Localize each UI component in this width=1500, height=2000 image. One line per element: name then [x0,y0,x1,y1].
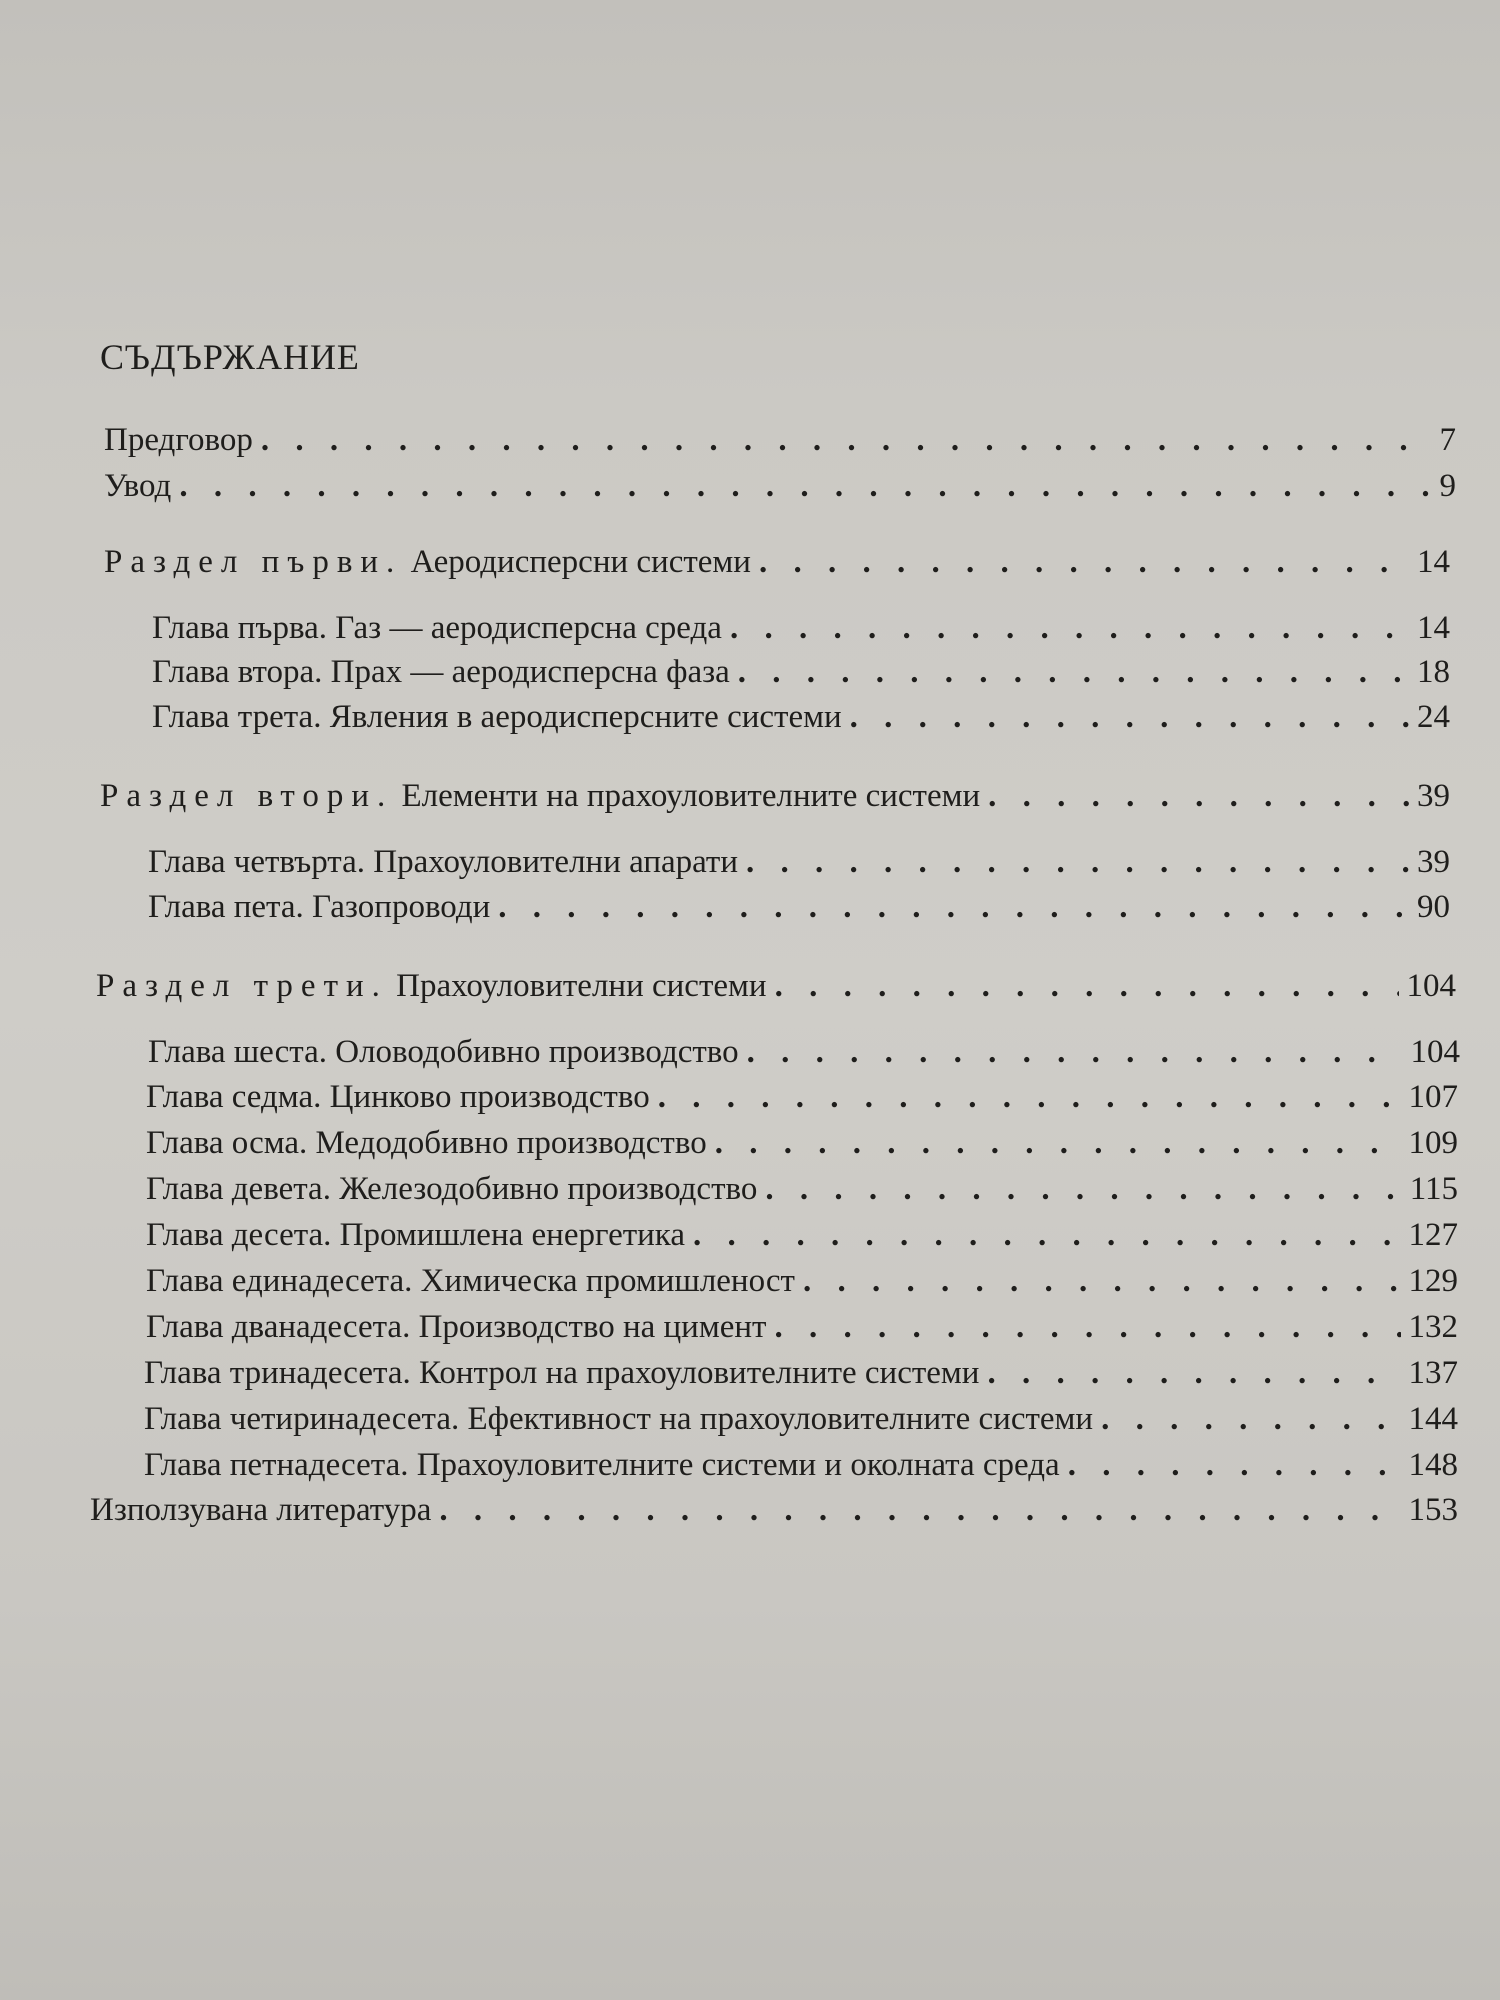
toc-entry-label: Глава единадесета. Химическа промишленост [146,1263,795,1299]
toc-entry-label: Глава десета. Промишлена енергетика [146,1217,685,1253]
toc-entry-label: Глава втора. Прах — аеродисперсна фаза [152,654,730,690]
toc-page-number: 39 [1417,844,1450,880]
toc-chapter-1 [152,608,1450,648]
toc-entry-preface [104,420,1456,460]
toc-chapter-10 [146,1215,1458,1255]
dot-leader [747,1032,1403,1072]
toc-page-number: 153 [1408,1492,1458,1528]
dot-leader [759,542,1409,582]
toc-chapter-2 [152,652,1450,692]
dot-leader [746,842,1409,882]
toc-chapter-11 [146,1261,1458,1301]
toc-section-2 [100,776,1450,816]
toc-entry-label: Глава първа. Газ — аеродисперсна среда [152,610,722,646]
toc-chapter-12 [146,1307,1458,1347]
toc-page-number: 24 [1417,699,1450,735]
toc-chapter-8 [146,1123,1458,1163]
toc-entry-label: Глава шеста. Оловодобивно производство [148,1034,739,1070]
section-title: Прахоуловителни системи [396,968,767,1004]
toc-page-number: 104 [1410,1034,1460,1070]
dot-leader [987,1353,1400,1393]
toc-entry-label: Глава пета. Газопроводи [148,889,491,925]
toc-page-number: 39 [1417,778,1450,814]
toc-entry-label: Глава девета. Железодобивно производство [146,1171,758,1207]
dot-leader [850,697,1409,737]
toc-page-number: 109 [1408,1125,1458,1161]
dot-leader [738,652,1409,692]
toc-page-number: 129 [1408,1263,1458,1299]
dot-leader [498,887,1409,927]
toc-entry-references [90,1490,1458,1530]
toc-page-number: 90 [1417,889,1450,925]
toc-chapter-15 [144,1445,1458,1485]
toc-entry-label: Глава тринадесета. Контрол на прахоуловителните системи [144,1355,980,1391]
toc-entry-label: Глава четиринадесета. Ефективност на прахоуловителните системи [144,1401,1094,1437]
toc-entry-label: Глава седма. Цинково производство [146,1079,650,1115]
toc-page-number: 107 [1408,1079,1458,1115]
dot-leader [803,1261,1401,1301]
dot-leader [261,420,1432,460]
toc-entry-label: Предговор [104,422,253,458]
dot-leader [439,1490,1400,1530]
toc-entry-introduction [104,466,1456,506]
toc-page-number: 7 [1439,422,1456,458]
toc-chapter-4 [148,842,1450,882]
toc-entry-label: Глава осма. Медодобивно производство [146,1125,707,1161]
toc-page-number: 14 [1417,610,1450,646]
toc-page-number: 104 [1406,968,1456,1004]
section-prefix: Раздел втори. [100,778,394,814]
dot-leader [1101,1399,1400,1439]
page-title: СЪДЪРЖАНИЕ [100,337,360,377]
dot-leader [715,1123,1401,1163]
toc-section-3 [96,966,1456,1006]
toc-chapter-13 [144,1353,1458,1393]
toc-section-label [100,776,980,816]
dot-leader [179,466,1431,506]
toc-page-number: 132 [1408,1309,1458,1345]
toc-page-number: 115 [1409,1171,1458,1207]
toc-page-number: 137 [1408,1355,1458,1391]
toc-chapter-14 [144,1399,1458,1439]
dot-leader [1068,1445,1401,1485]
toc-entry-label: Увод [104,468,172,504]
dot-leader [658,1077,1401,1117]
toc-page-number: 9 [1439,468,1456,504]
section-title: Аеродисперсни системи [410,544,751,580]
toc-page-number: 127 [1408,1217,1458,1253]
toc-entry-label: Глава четвърта. Прахоуловителни апарати [148,844,739,880]
toc-entry-label: Глава дванадесета. Производство на цимент [146,1309,767,1345]
toc-page-number: 148 [1408,1447,1458,1483]
section-prefix: Раздел трети. [96,968,388,1004]
toc-chapter-6 [148,1032,1460,1072]
dot-leader [730,608,1409,648]
toc-page-number: 144 [1408,1401,1458,1437]
toc-chapter-3 [152,697,1450,737]
dot-leader [765,1169,1401,1209]
toc-chapter-5 [148,887,1450,927]
toc-entry-label: Използувана литература [90,1492,432,1528]
toc-section-label [96,966,767,1006]
toc-entry-label: Глава трета. Явления в аеродисперсните системи [152,699,842,735]
dot-leader [774,1307,1400,1347]
toc-chapter-7 [146,1077,1458,1117]
section-title: Елементи на прахоуловителните системи [401,778,981,814]
toc-chapter-9 [146,1169,1458,1209]
section-prefix: Раздел първи. [104,544,403,580]
toc-section-1 [104,542,1450,582]
toc-entry-label: Глава петнадесета. Прахоуловителните системи и околната среда [144,1447,1060,1483]
dot-leader [775,966,1399,1006]
toc-section-label [104,542,751,582]
toc-page-number: 14 [1417,544,1450,580]
toc-page-number: 18 [1417,654,1450,690]
dot-leader [988,776,1409,816]
dot-leader [693,1215,1401,1255]
